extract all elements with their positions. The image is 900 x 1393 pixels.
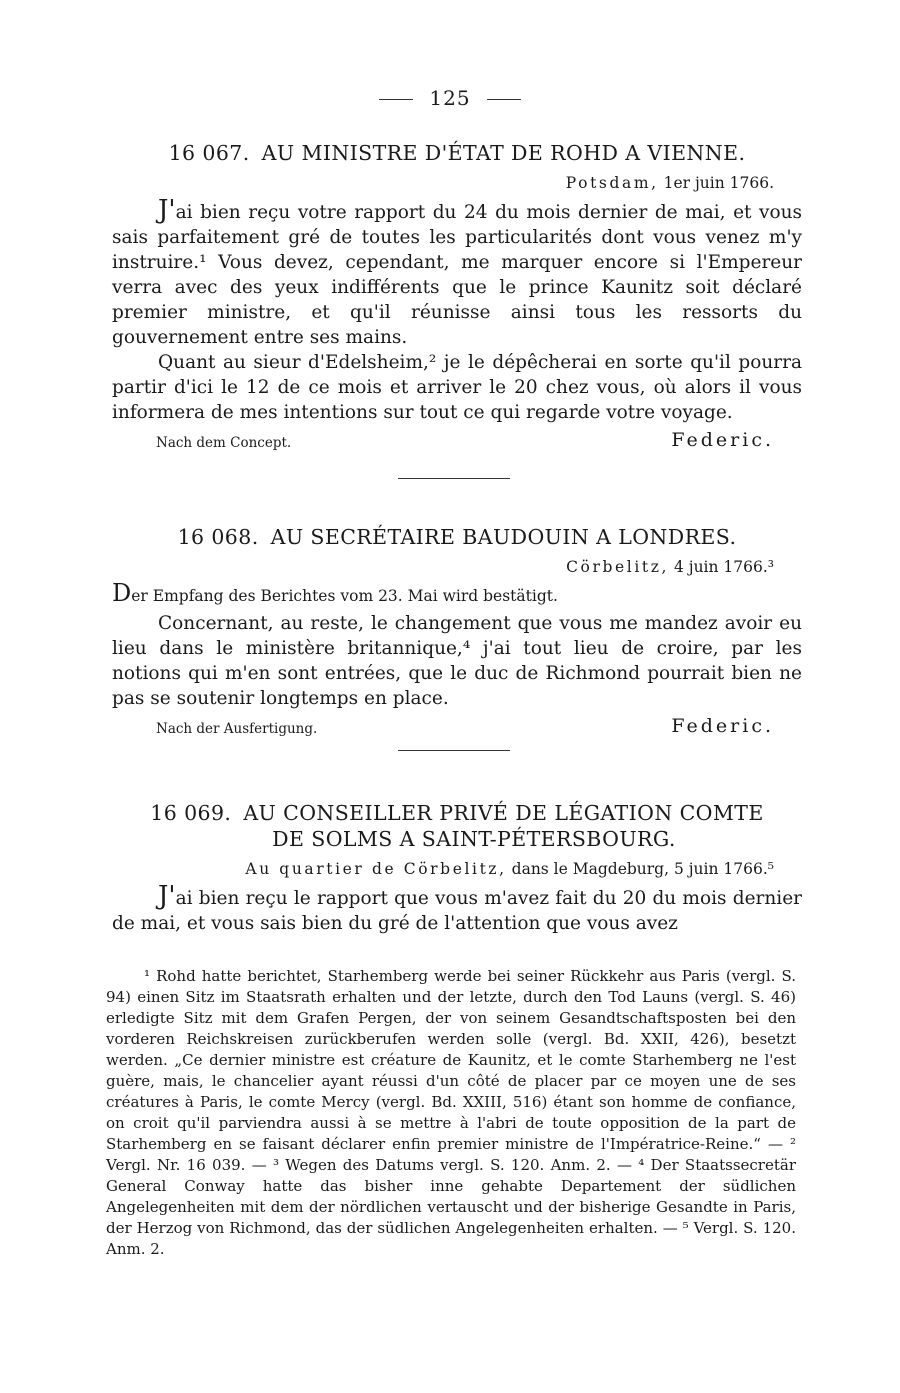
letter-title xyxy=(112,524,802,550)
footnotes: ¹ Rohd hatte berichtet, Starhemberg werde bei seiner Rückkehr aus Paris (vergl. S. 94) einen Sitz im Staatsrath erhalten und der letzte, durch den Tod Launs (vergl. S. 46) erledigte Sitz mit dem Grafen Pergen, der von seinem Gesandtschaftsposten bei den vorderen Reichskreisen zurückberufen werden solle (vergl. Bd. XXII, 426), besetzt werden. „Ce dernier ministre est créature de Kaunitz, et le comte Starhemberg ne l'est guère, mais, le chancelier ayant réussi d'un côté de placer par ce moyen une de ses créatures à Paris, le comte Mercy (vergl. Bd. XXIII, 516) étant son homme de confiance, on croit qu'il parviendra aussi à se mettre à l'abri de toute opposition de la part de Starhemberg en se faisant déclarer enfin premier ministre de l'Impératrice-Reine.“ — ² Vergl. Nr. 16 039. — ³ Wegen des Datums vergl. S. 120. Anm. 2. — ⁴ Der Staatssecretär General Conway hatte das bisher inne gehabte Departement der südlichen Angelegenheiten mit dem der nördlichen vertauscht und der bisherige Gesandte in Paris, der Herzog von Richmond, das der südlichen Angelegenheiten erhalten. — ⁵ Vergl. S. 120. Anm. 2. xyxy=(106,967,796,1258)
place: Cörbelitz, xyxy=(566,558,670,576)
place-date xyxy=(112,174,802,192)
signature: Federic. xyxy=(671,715,774,737)
letter-title xyxy=(112,140,802,166)
page-header xyxy=(0,86,900,110)
letter-paragraph: J'ai bien reçu le rapport que vous m'avez fait du 20 du mois dernier de mai, et vous sais bien du gré de l'attention que vous avez xyxy=(112,881,802,934)
sign-row xyxy=(112,429,802,455)
letter-heading: AU SECRÉTAIRE BAUDOUIN A LONDRES. xyxy=(270,525,737,549)
place-date xyxy=(112,558,802,576)
letter-16067 xyxy=(112,140,802,455)
date: dans le Magdeburg, 5 juin 1766.⁵ xyxy=(511,860,774,878)
letter-paragraph: Concernant, au reste, le changement que vous me mandez avoir eu lieu dans le ministère britannique,⁴ j'ai tout lieu de croire, par les notions qui m'en sont entrées, que le duc de Richmond pourrait bien ne pas se soutenir longtemps en place. xyxy=(112,613,802,709)
letter-heading-line2: DE SOLMS A SAINT-PÉTERSBOURG. xyxy=(272,827,676,851)
letter-paragraph: J'ai bien reçu votre rapport du 24 du mois dernier de mai, et vous sais parfaitement gré de toutes les particularités dont vous venez m'y instruire.¹ Vous devez, cependant, me marquer encore si l'Empereur verra avec des yeux indifférents que le prince Kaunitz soit déclaré premier ministre, et qu'il réunisse ainsi tous les ressorts du gouvernement entre ses mains. xyxy=(112,195,802,348)
place-date xyxy=(112,860,802,878)
date: 1er juin 1766. xyxy=(663,174,774,192)
header-dash-right xyxy=(487,99,521,100)
letter-number: 16 069. xyxy=(150,801,232,825)
date: 4 juin 1766.³ xyxy=(673,558,774,576)
signature: Federic. xyxy=(671,429,774,451)
letter-16068 xyxy=(112,524,802,741)
source-note: Nach der Ausfertigung. xyxy=(156,721,318,737)
section-separator xyxy=(398,478,510,479)
sign-row xyxy=(112,715,802,741)
letter-number: 16 067. xyxy=(168,141,250,165)
source-note: Nach dem Concept. xyxy=(156,435,292,451)
page-number: 125 xyxy=(429,86,471,110)
letter-title xyxy=(112,800,802,826)
place: Potsdam, xyxy=(565,174,659,192)
header-dash-left xyxy=(379,99,413,100)
letter-heading: AU MINISTRE D'ÉTAT DE ROHD A VIENNE. xyxy=(261,141,746,165)
letter-number: 16 068. xyxy=(177,525,259,549)
summary-note: Der Empfang des Berichtes vom 23. Mai wird bestätigt. xyxy=(112,579,558,607)
place: Au quartier de Cörbelitz, xyxy=(245,860,507,878)
letter-16069 xyxy=(112,800,802,936)
letter-paragraph: Quant au sieur d'Edelsheim,² je le dépêcherai en sorte qu'il pourra partir d'ici le 12 de ce mois et arriver le 20 chez vous, où alors il vous informera de mes intentions sur tout ce qui regarde votre voyage. xyxy=(112,352,802,423)
letter-heading-line1: AU CONSEILLER PRIVÉ DE LÉGATION COMTE xyxy=(243,801,764,825)
section-separator xyxy=(398,750,510,751)
